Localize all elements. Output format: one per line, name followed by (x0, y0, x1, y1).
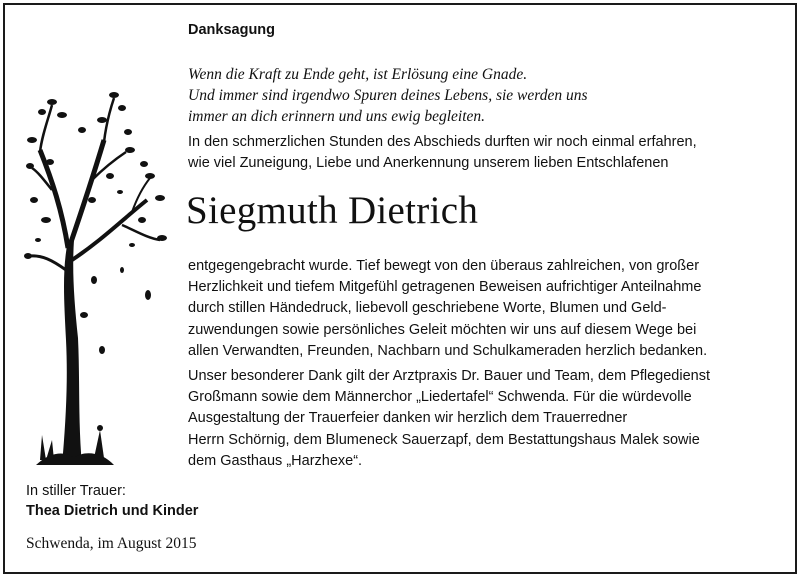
tree-with-falling-leaves-icon (22, 80, 172, 470)
paragraph-line: Herzlichkeit und tiefem Mitgefühl getragenen Beweisen aufrichtiger Anteilnahme (188, 279, 702, 296)
paragraph-line: allen Verwandten, Freunden, Nachbarn und Schulkameraden herzlich bedanken. (188, 342, 708, 359)
poem-line: Und immer sind irgendwo Spuren deines Lebens, sie werden uns (188, 87, 588, 104)
intro-line: wie viel Zuneigung, Liebe und Anerkennung unserem lieben Entschlafenen (188, 155, 669, 171)
paragraph-line: entgegengebracht wurde. Tief bewegt von den überaus zahlreichen, von großer (188, 258, 700, 274)
mourners (26, 481, 198, 521)
paragraph-line: durch stillen Händedruck, liebevoll geschriebene Worte, Blumen und Geld- (188, 300, 667, 317)
thanks-paragraph (188, 256, 707, 362)
paragraph-line: Unser besonderer Dank gilt der Arztpraxis Dr. Bauer und Team, dem Pflegedienst (188, 368, 710, 384)
mourners-label: In stiller Trauer: (26, 483, 126, 499)
paragraph-line: dem Gasthaus „Harzhexe“. (188, 452, 363, 469)
paragraph-line: Ausgestaltung der Trauerfeier danken wir herzlich dem Trauerredner (188, 410, 628, 427)
special-thanks-paragraph (188, 366, 710, 472)
poem (188, 64, 588, 127)
notice-heading: Danksagung (188, 22, 276, 38)
place-date: Schwenda, im August 2015 (26, 535, 197, 552)
paragraph-line: zuwendungen sowie persönliches Geleit möchten wir uns auf diesem Wege bei (188, 321, 697, 338)
deceased-name: Siegmuth Dietrich (186, 189, 479, 232)
poem-line: immer an dich erinnern und uns ewig begleiten. (188, 108, 486, 125)
paragraph-line: Großmann sowie dem Männerchor „Liedertafel“ Schwenda. Für die würdevolle (188, 389, 692, 406)
paragraph-line: Herrn Schörnig, dem Blumeneck Sauerzapf, dem Bestattungshaus Malek sowie (188, 431, 700, 448)
mourners-names: Thea Dietrich und Kinder (26, 503, 199, 519)
intro-text (188, 132, 778, 174)
poem-line: Wenn die Kraft zu Ende geht, ist Erlösung eine Gnade. (188, 66, 528, 83)
intro-line: In den schmerzlichen Stunden des Abschieds durften wir noch einmal erfahren, (188, 134, 697, 150)
